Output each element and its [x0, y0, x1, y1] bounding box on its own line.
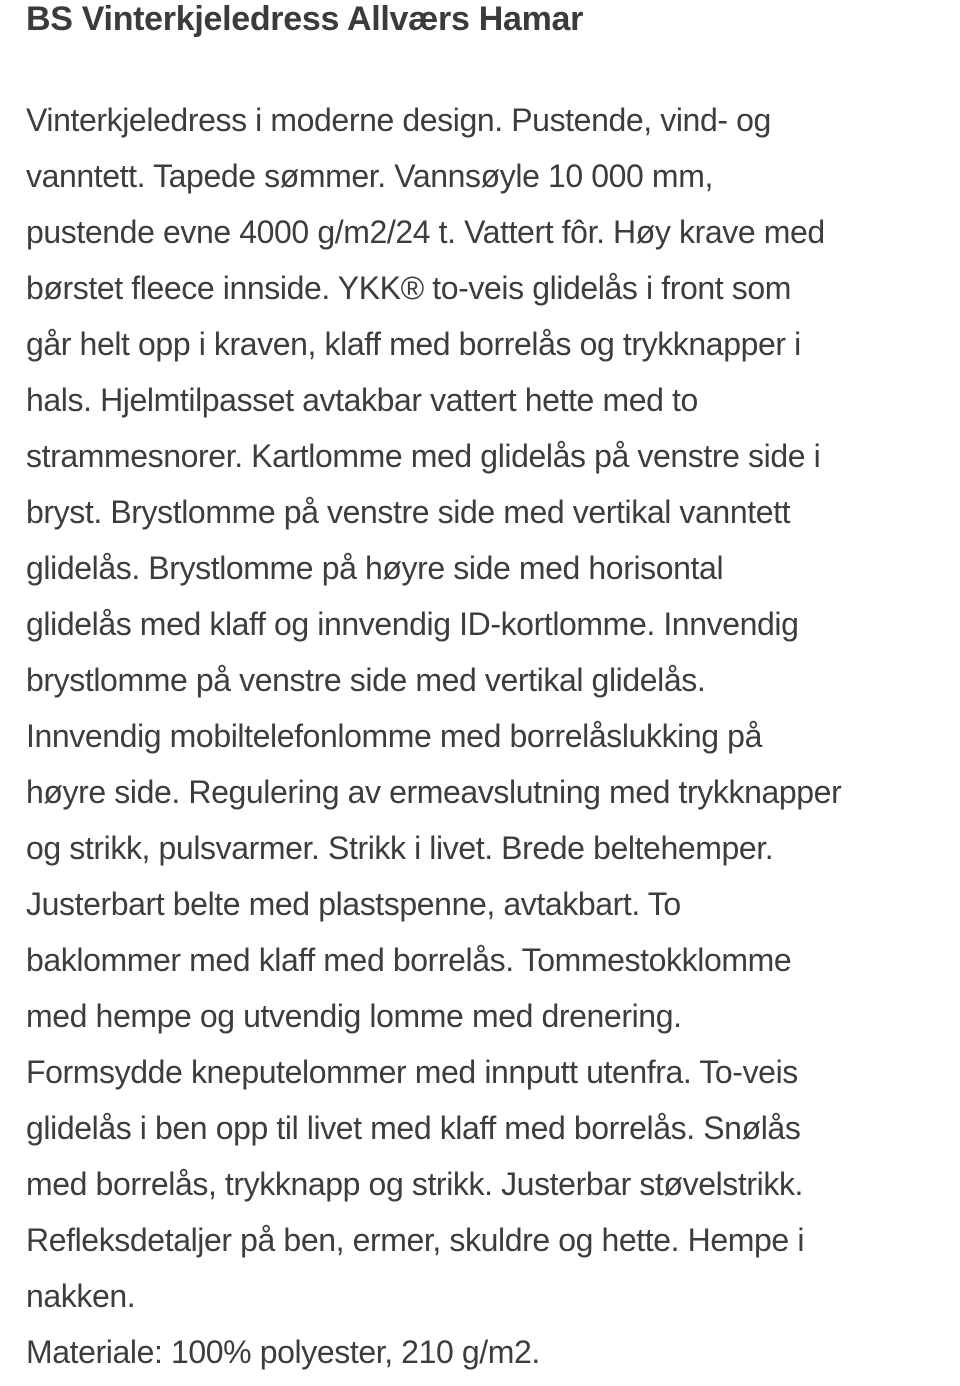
description-line: strammesnorer. Kartlomme med glidelås på venstre side i: [26, 438, 821, 474]
description-line: nakken.: [26, 1278, 136, 1314]
material-info: Materiale: 100% polyester, 210 g/m2.: [26, 1334, 540, 1370]
description-line: pustende evne 4000 g/m2/24 t. Vattert fôr. Høy krave med: [26, 214, 825, 250]
description-line: vanntett. Tapede sømmer. Vannsøyle 10 000 mm,: [26, 158, 713, 194]
description-line: glidelås. Brystlomme på høyre side med horisontal: [26, 550, 724, 586]
product-description: [26, 92, 841, 1324]
description-line: brystlomme på venstre side med vertikal glidelås.: [26, 662, 706, 698]
description-line: går helt opp i kraven, klaff med borrelås og trykknapper i: [26, 326, 801, 362]
description-line: Vinterkjeledress i moderne design. Pustende, vind- og: [26, 102, 771, 138]
description-line: glidelås i ben opp til livet med klaff med borrelås. Snølås: [26, 1110, 801, 1146]
description-line: høyre side. Regulering av ermeavslutning med trykknapper: [26, 774, 842, 810]
description-line: Refleksdetaljer på ben, ermer, skuldre og hette. Hempe i: [26, 1222, 805, 1258]
description-line: med hempe og utvendig lomme med drenering.: [26, 998, 682, 1034]
description-line: Formsydde kneputelommer med innputt utenfra. To-veis: [26, 1054, 798, 1090]
product-title: BS Vinterkjeledress Allværs Hamar: [26, 0, 584, 38]
description-line: hals. Hjelmtilpasset avtakbar vattert hette med to: [26, 382, 698, 418]
description-line: og strikk, pulsvarmer. Strikk i livet. Brede beltehemper.: [26, 830, 774, 866]
description-line: bryst. Brystlomme på venstre side med vertikal vanntett: [26, 494, 791, 530]
description-line: baklommer med klaff med borrelås. Tommestokklomme: [26, 942, 792, 978]
description-line: Justerbart belte med plastspenne, avtakbart. To: [26, 886, 681, 922]
description-line: glidelås med klaff og innvendig ID-kortlomme. Innvendig: [26, 606, 799, 642]
description-line: med borrelås, trykknapp og strikk. Justerbar støvelstrikk.: [26, 1166, 804, 1202]
description-line: børstet fleece innside. YKK® to-veis glidelås i front som: [26, 270, 791, 306]
description-line: Innvendig mobiltelefonlomme med borrelåslukking på: [26, 718, 762, 754]
